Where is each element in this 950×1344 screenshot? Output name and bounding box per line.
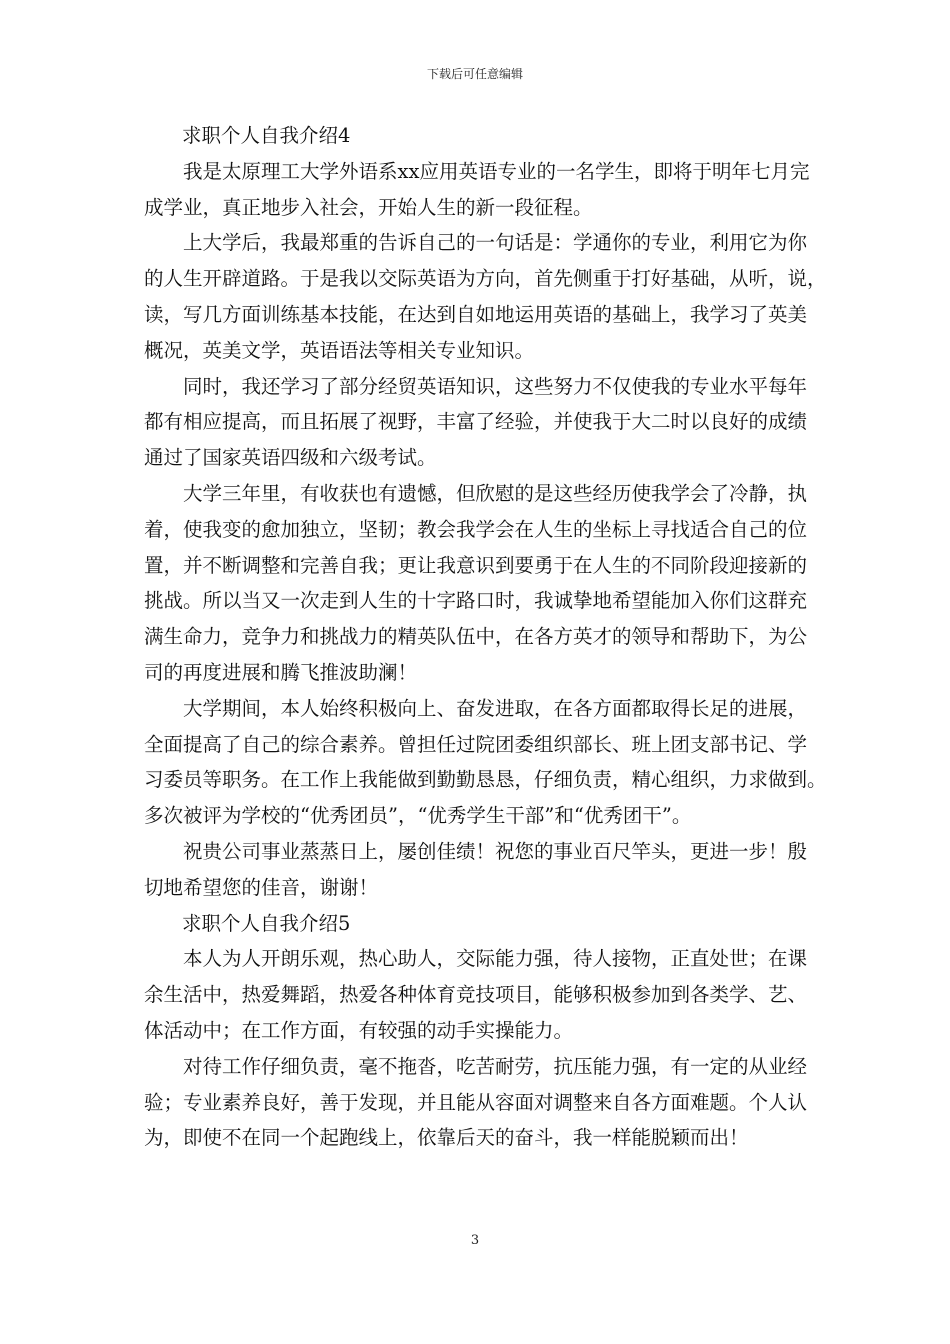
section-title — [144, 118, 824, 154]
text-line: 置，并不断调整和完善自我；更让我意识到要勇于在人生的不同阶段迎接新的 — [144, 553, 808, 577]
page-number: 3 — [470, 1233, 480, 1248]
text-line: 体活动中；在工作方面，有较强的动手实操能力。 — [144, 1018, 574, 1042]
paragraph — [144, 225, 827, 368]
text-line: 概况，英美文学，英语语法等相关专业知识。 — [144, 338, 535, 362]
paragraph — [144, 1049, 824, 1156]
paragraph — [144, 834, 824, 906]
paragraph — [144, 941, 824, 1048]
text-line: 习委员等职务。在工作上我能做到勤勤恳恳，仔细负责，精心组织，力求做到。 — [144, 768, 827, 792]
text-line: 我是太原理工大学外语系xx应用英语专业的一名学生，即将于明年七月完 — [183, 159, 810, 183]
text-line: 切地希望您的佳音，谢谢！ — [144, 875, 379, 899]
text-line: 挑战。所以当又一次走到人生的十字路口时，我诚挚地希望能加入你们这群充 — [144, 589, 808, 613]
text-line: 大学三年里，有收获也有遗憾，但欣慰的是这些经历使我学会了冷静，执 — [183, 481, 808, 505]
text-line: 求职个人自我介绍4 — [182, 124, 351, 147]
text-line: 本人为人开朗乐观，热心助人，交际能力强，待人接物，正直处世；在课 — [183, 947, 808, 971]
text-line: 全面提高了自己的综合素养。曾担任过院团委组织部长、班上团支部书记、学 — [144, 732, 808, 756]
text-line: 验；专业素养良好，善于发现，并且能从容面对调整来自各方面难题。个人认 — [144, 1090, 808, 1114]
text-line: 的人生开辟道路。于是我以交际英语为方向，首先侧重于打好基础，从听，说， — [144, 267, 827, 291]
paragraph — [144, 691, 827, 834]
section-title — [144, 906, 824, 942]
text-line: 满生命力，竞争力和挑战力的精英队伍中，在各方英才的领导和帮助下，为公 — [144, 625, 808, 649]
text-line: 求职个人自我介绍5 — [182, 911, 351, 935]
paragraph — [144, 476, 824, 691]
text-line: 上大学后，我最郑重的告诉自己的一句话是：学通你的专业，利用它为你 — [183, 231, 808, 255]
text-line: 多次被评为学校的“优秀团员”，“优秀学生干部”和“优秀团干”。 — [144, 804, 692, 828]
text-line: 同时，我还学习了部分经贸英语知识，这些努力不仅使我的专业水平每年 — [183, 374, 808, 398]
text-line: 读，写几方面训练基本技能，在达到自如地运用英语的基础上，我学习了英美 — [144, 302, 808, 326]
text-line: 通过了国家英语四级和六级考试。 — [144, 446, 437, 470]
text-line: 司的再度进展和腾飞推波助澜！ — [144, 660, 418, 684]
text-line: 成学业，真正地步入社会，开始人生的新一段征程。 — [144, 195, 593, 219]
text-line: 祝贵公司事业蒸蒸日上，屡创佳绩！祝您的事业百尺竿头，更进一步！殷 — [183, 839, 808, 863]
paragraph — [144, 154, 824, 226]
document-body — [144, 118, 827, 1156]
text-line: 对待工作仔细负责，毫不拖沓，吃苦耐劳，抗压能力强，有一定的从业经 — [183, 1054, 808, 1078]
text-line: 着，使我变的愈加独立，坚韧；教会我学会在人生的坐标上寻找适合自己的位 — [144, 517, 808, 541]
text-line: 都有相应提高，而且拓展了视野，丰富了经验，并使我于大二时以良好的成绩 — [144, 410, 808, 434]
page-header: 下载后可任意编辑 — [426, 67, 523, 81]
text-line: 为，即使不在同一个起跑线上，依靠后天的奋斗，我一样能脱颖而出！ — [144, 1126, 749, 1150]
paragraph — [144, 369, 824, 476]
text-line: 余生活中，热爱舞蹈，热爱各种体育竞技项目，能够积极参加到各类学、艺、 — [144, 983, 808, 1007]
text-line: 大学期间，本人始终积极向上、奋发进取，在各方面都取得长足的进展， — [183, 696, 808, 720]
